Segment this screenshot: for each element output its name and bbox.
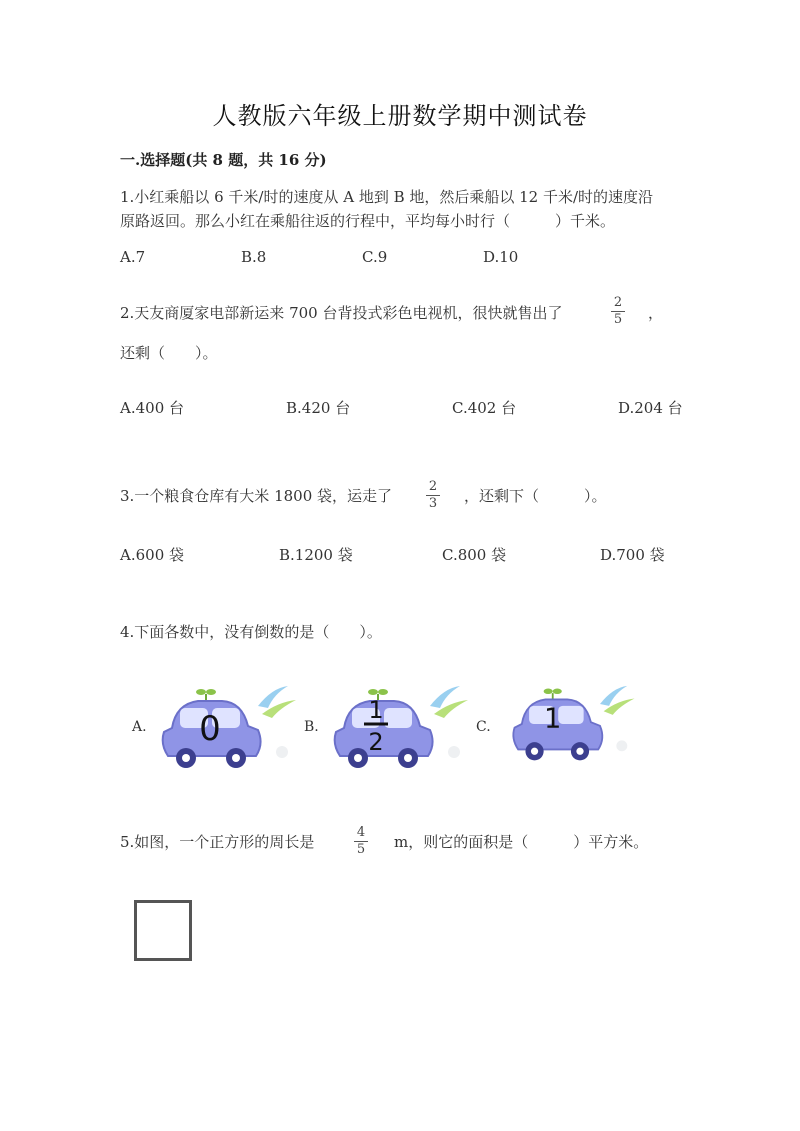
q5-fraction (352, 826, 370, 857)
question-1-line-2: 原路返回。那么小红在乘船往返的行程中，平均每小时行（ ）千米。 (120, 212, 616, 230)
q3-option-c[interactable]: C.800 袋 (442, 546, 507, 564)
q2-fraction-numerator: 2 (613, 295, 623, 310)
q3-option-b[interactable]: B.1200 袋 (279, 546, 353, 564)
car-c-number: 1 (544, 703, 562, 735)
leaf-icon (544, 689, 553, 694)
q3-option-a[interactable]: A.600 袋 (120, 546, 184, 564)
q4-car-b[interactable] (322, 684, 472, 772)
q5-fraction-denominator: 5 (356, 842, 366, 857)
q3-option-d[interactable]: D.700 袋 (600, 546, 665, 564)
hubcap (576, 748, 583, 755)
leaf-icon (368, 689, 378, 695)
question-1-line-1: 1.小红乘船以 6 千米/时的速度从 A 地到 B 地，然后乘船以 12 千米/时的速度沿 (120, 188, 654, 206)
exhaust-puff (448, 746, 460, 758)
exhaust-puff (616, 740, 627, 751)
q2-option-b[interactable]: B.420 台 (286, 399, 351, 417)
square-figure (134, 900, 192, 961)
q4-option-c-label[interactable]: C. (476, 719, 491, 735)
leaf-icon (196, 689, 206, 695)
q1-option-c[interactable]: C.9 (362, 248, 388, 266)
q3-fraction (424, 480, 442, 511)
car-b-denominator: 2 (368, 728, 384, 756)
car-window (558, 706, 583, 724)
car-b-numerator: 1 (368, 696, 384, 724)
leaf-icon (553, 689, 562, 694)
question-2-text: 2.天友商厦家电部新运来 700 台背投式彩色电视机，很快就售出了 (120, 304, 563, 322)
q2-fraction (609, 296, 627, 327)
question-5-text: 5.如图，一个正方形的周长是 (120, 833, 315, 851)
hubcap (354, 754, 362, 762)
hubcap (182, 754, 190, 762)
section-heading: 一.选择题(共 8 题，共 16 分) (120, 151, 327, 169)
car-a-number: 0 (199, 709, 221, 749)
question-2-line-2: 还剩（ ）。 (120, 344, 218, 362)
q3-fraction-denominator: 3 (428, 496, 438, 511)
hubcap (404, 754, 412, 762)
q1-option-b[interactable]: B.8 (241, 248, 267, 266)
q2-option-d[interactable]: D.204 台 (618, 399, 683, 417)
leaf-icon (206, 689, 216, 695)
question-4-text: 4.下面各数中，没有倒数的是（ ）。 (120, 623, 382, 641)
q4-option-b-label[interactable]: B. (304, 719, 319, 735)
page-title: 人教版六年级上册数学期中测试卷 (212, 102, 588, 130)
leaf-icon (378, 689, 388, 695)
q4-car-a[interactable] (150, 684, 300, 772)
question-3-text-end: ，还剩下（ ）。 (464, 487, 607, 505)
q4-option-a-label[interactable]: A. (132, 719, 147, 735)
q1-option-a[interactable]: A.7 (120, 248, 146, 266)
q2-option-a[interactable]: A.400 台 (120, 399, 184, 417)
question-3-text: 3.一个粮食仓库有大米 1800 袋，运走了 (120, 487, 393, 505)
hubcap (232, 754, 240, 762)
hubcap (531, 748, 538, 755)
q2-option-c[interactable]: C.402 台 (452, 399, 517, 417)
question-5-text-end: m，则它的面积是（ ）平方米。 (394, 833, 649, 851)
car-window (384, 708, 412, 728)
q4-car-c[interactable] (500, 684, 640, 764)
q2-fraction-denominator: 5 (613, 312, 623, 327)
q5-fraction-numerator: 4 (356, 825, 366, 840)
q1-option-d[interactable]: D.10 (483, 248, 519, 266)
question-2-comma: ， (648, 304, 664, 322)
exhaust-puff (276, 746, 288, 758)
q3-fraction-numerator: 2 (428, 479, 438, 494)
